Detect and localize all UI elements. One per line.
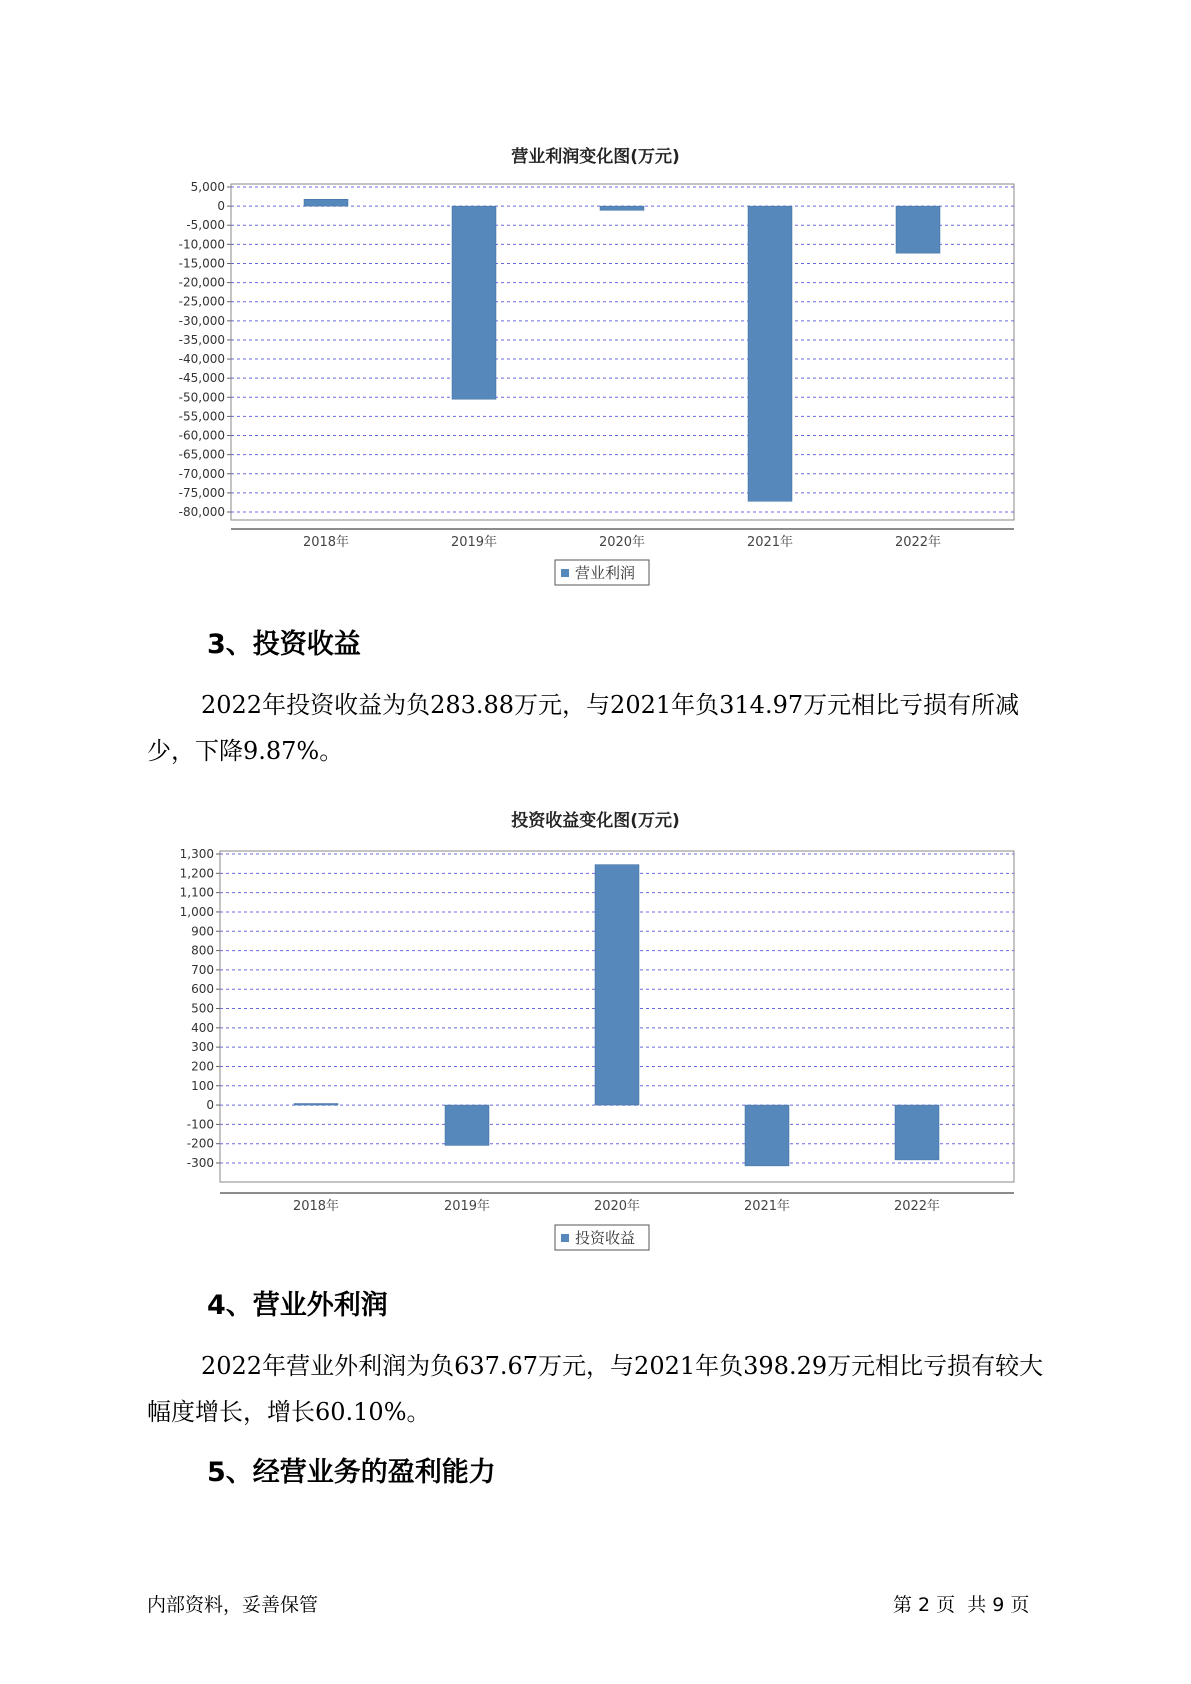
y-tick-label: 800 — [191, 943, 214, 958]
x-tick-label: 2022年 — [894, 535, 942, 550]
y-tick-label: -10,000 — [178, 237, 225, 252]
legend-label: 投资收益 — [575, 1229, 636, 1247]
x-tick-label: 2020年 — [593, 1199, 641, 1214]
y-tick-label: -45,000 — [178, 371, 225, 386]
y-tick-label: 0 — [217, 199, 225, 214]
y-tick-label: -15,000 — [178, 256, 225, 271]
y-tick-label: 5,000 — [190, 180, 225, 194]
y-tick-label: -80,000 — [178, 505, 225, 519]
paragraph-investment-income: 2022年投资收益为负283.88万元，与2021年负314.97万元相比亏损有所减少，下降9.87%。 — [147, 691, 1020, 765]
x-tick-label: 2018年 — [292, 1199, 340, 1214]
y-tick-label: 1,000 — [179, 904, 214, 919]
chart-title-operating-profit: 营业利润变化图(万元) — [511, 147, 680, 167]
section-heading-business-profitability: 5、经营业务的盈利能力 — [207, 1457, 496, 1488]
paragraph-non-operating-profit: 2022年营业外利润为负637.67万元，与2021年负398.29万元相比亏损有较大幅度增长，增长60.10%。 — [147, 1352, 1044, 1426]
y-tick-label: -5,000 — [186, 218, 225, 233]
section-heading-investment-income: 3、投资收益 — [207, 629, 361, 660]
footer-confidential-note: 内部资料，妥善保管 — [147, 1594, 319, 1616]
x-tick-label: 2019年 — [450, 535, 498, 550]
footer-page-number: 第 2 页 共 9 页 — [893, 1594, 1030, 1616]
y-tick-label: 500 — [191, 1001, 214, 1016]
y-tick-label: 900 — [191, 924, 214, 939]
bar-2018年 — [294, 1104, 338, 1106]
legend — [555, 1225, 649, 1250]
bar-2022年 — [895, 1105, 939, 1160]
bar-2019年 — [445, 1105, 489, 1145]
y-tick-label: -65,000 — [178, 447, 225, 462]
y-tick-label: -30,000 — [178, 313, 225, 328]
y-tick-label: 600 — [191, 982, 214, 997]
bar-2021年 — [745, 1105, 789, 1166]
y-tick-label: 100 — [191, 1078, 214, 1093]
y-tick-label: 0 — [206, 1098, 214, 1113]
y-tick-label: -55,000 — [178, 409, 225, 424]
y-tick-label: -70,000 — [178, 466, 225, 481]
y-tick-label: -60,000 — [178, 428, 225, 443]
bar-2020年 — [595, 865, 639, 1105]
y-tick-label: -100 — [186, 1117, 214, 1132]
y-tick-label: -300 — [186, 1156, 214, 1170]
y-tick-label: -25,000 — [178, 294, 225, 309]
y-tick-label: -35,000 — [178, 332, 225, 347]
x-tick-label: 2020年 — [598, 535, 646, 550]
x-tick-label: 2022年 — [893, 1199, 941, 1214]
section-heading-non-operating-profit: 4、营业外利润 — [207, 1290, 388, 1321]
x-tick-label: 2021年 — [743, 1199, 791, 1214]
y-tick-label: 1,300 — [179, 847, 214, 861]
x-tick-label: 2019年 — [443, 1199, 491, 1214]
y-tick-label: 1,200 — [179, 866, 214, 881]
y-tick-label: 200 — [191, 1059, 214, 1074]
y-tick-label: -200 — [186, 1136, 214, 1151]
y-tick-label: 300 — [191, 1040, 214, 1055]
legend-label: 营业利润 — [575, 564, 636, 582]
chart-title-investment-income: 投资收益变化图(万元) — [511, 811, 680, 831]
y-tick-label: -40,000 — [178, 352, 225, 367]
x-tick-label: 2021年 — [746, 535, 794, 550]
y-tick-label: -50,000 — [178, 390, 225, 405]
y-tick-label: 700 — [191, 962, 214, 977]
y-tick-label: 400 — [191, 1020, 214, 1035]
x-tick-label: 2018年 — [302, 535, 350, 550]
y-tick-label: -75,000 — [178, 485, 225, 500]
y-tick-label: -20,000 — [178, 275, 225, 290]
y-tick-label: 1,100 — [179, 885, 214, 900]
legend-swatch — [561, 1234, 569, 1242]
